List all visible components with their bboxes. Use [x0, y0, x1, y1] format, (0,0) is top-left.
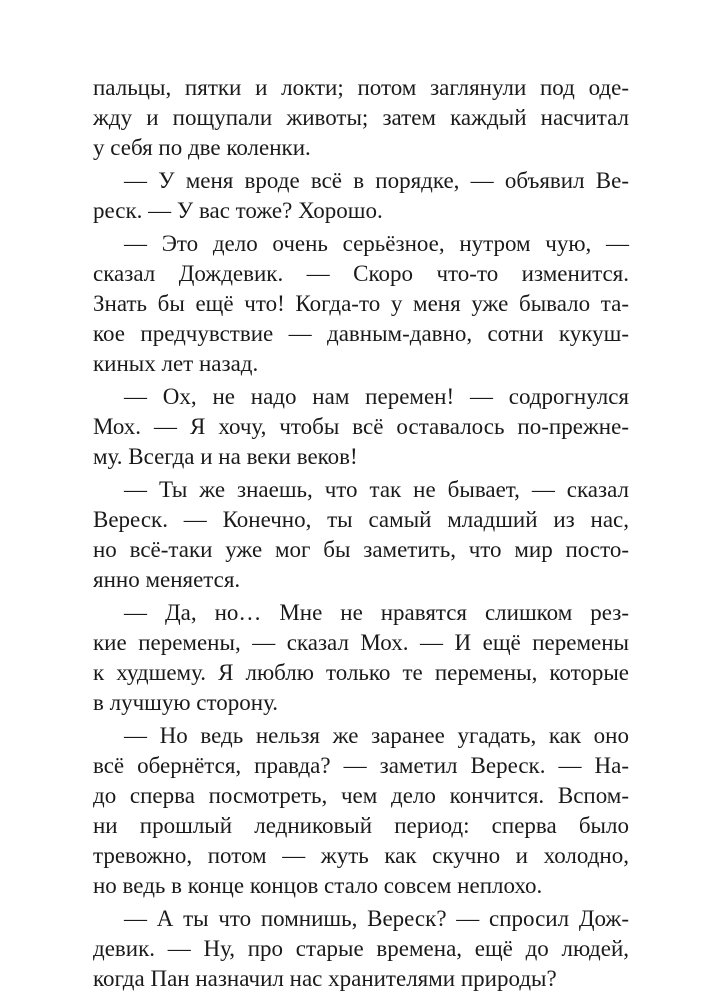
text-line: но всё-таки уже мог бы заметить, что мир посто-: [93, 537, 629, 562]
paragraph: [93, 721, 629, 901]
text-line: — Это дело очень серьёзное, нутром чую, —: [124, 231, 629, 256]
paragraph: [93, 229, 629, 379]
book-page: [93, 73, 629, 994]
text-line: — А ты что помнишь, Вереск? — спросил Дож-: [124, 906, 629, 931]
text-line: но ведь в конце концов стало совсем неплохо.: [93, 873, 543, 898]
text-line: Вереск. — Конечно, ты самый младший из нас,: [93, 507, 629, 532]
text-line: му. Всегда и на веки веков!: [93, 444, 358, 469]
paragraph: [93, 382, 629, 472]
paragraph: [93, 598, 629, 718]
text-line: кое предчувствие — давным-давно, сотни кукуш-: [93, 321, 629, 346]
text-line: ни прошлый ледниковый период: сперва было: [93, 813, 629, 838]
text-line: к худшему. Я люблю только те перемены, которые: [93, 660, 629, 685]
text-line: Мох. — Я хочу, чтобы всё оставалось по-прежне-: [93, 414, 629, 439]
paragraph: [93, 166, 629, 226]
text-line: — У меня вроде всё в порядке, — объявил Ве-: [124, 168, 629, 193]
text-line: у себя по две коленки.: [93, 135, 311, 160]
text-line: всё обернётся, правда? — заметил Вереск. — На-: [93, 753, 629, 778]
text-line: — Но ведь нельзя же заранее угадать, как оно: [124, 723, 629, 748]
paragraph: [93, 475, 629, 595]
text-line: жду и пощупали животы; затем каждый насчитал: [93, 105, 629, 130]
text-line: девик. — Ну, про старые времена, ещё до людей,: [93, 936, 629, 961]
text-line: янно меняется.: [93, 567, 241, 592]
text-line: в лучшую сторону.: [93, 690, 279, 715]
paragraph: [93, 904, 629, 994]
text-line: тревожно, потом — жуть как скучно и холодно,: [93, 843, 629, 868]
text-line: когда Пан назначил нас хранителями природы?: [93, 966, 557, 991]
text-line: — Ты же знаешь, что так не бывает, — сказал: [124, 477, 629, 502]
text-line: киных лет назад.: [93, 351, 259, 376]
text-line: Знать бы ещё что! Когда-то у меня уже бывало та-: [93, 291, 629, 316]
text-line: реск. — У вас тоже? Хорошо.: [93, 198, 383, 223]
paragraph: [93, 73, 629, 163]
text-line: кие перемены, — сказал Мох. — И ещё перемены: [93, 630, 629, 655]
text-line: до сперва посмотреть, чем дело кончится. Вспом-: [93, 783, 629, 808]
text-line: сказал Дождевик. — Скоро что-то изменится.: [93, 261, 629, 286]
text-line: пальцы, пятки и локти; потом заглянули под оде-: [93, 75, 629, 100]
text-line: — Ох, не надо нам перемен! — содрогнулся: [124, 384, 629, 409]
text-line: — Да, но… Мне не нравятся слишком рез-: [124, 600, 629, 625]
